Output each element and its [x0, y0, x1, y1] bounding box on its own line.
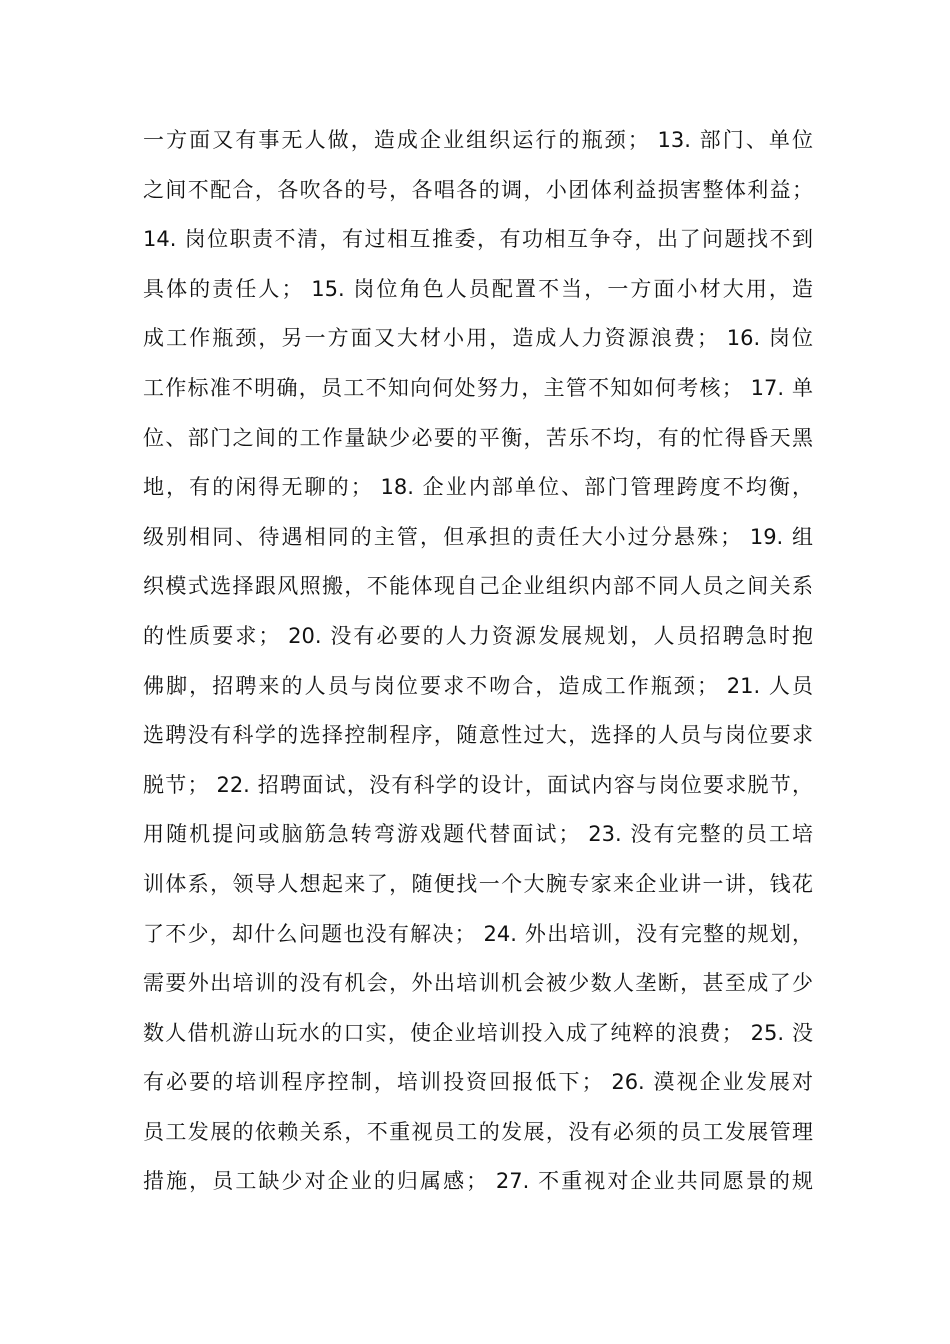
text-line: 成工作瓶颈，另一方面又大材小用，造成人力资源浪费； 16. 岗位 [143, 326, 813, 351]
text-line: 级别相同、待遇相同的主管，但承担的责任大小过分悬殊； 19. 组 [143, 524, 813, 549]
text-line: 之间不配合，各吹各的号，各唱各的调，小团体利益损害整体利益； [143, 177, 813, 202]
text-line: 织模式选择跟风照搬，不能体现自己企业组织内部不同人员之间关系 [143, 574, 813, 599]
text-line: 数人借机游山玩水的口实，使企业培训投入成了纯粹的浪费； 25. 没 [143, 1020, 813, 1045]
text-line: 选聘没有科学的选择控制程序，随意性过大，选择的人员与岗位要求 [143, 723, 813, 748]
body-text [143, 116, 813, 1207]
text-line: 脱节； 22. 招聘面试，没有科学的设计，面试内容与岗位要求脱节， [143, 772, 813, 797]
text-line: 工作标准不明确，员工不知向何处努力，主管不知如何考核； 17. 单 [143, 375, 813, 400]
text-line: 位、部门之间的工作量缺少必要的平衡，苦乐不均，有的忙得昏天黑 [143, 425, 813, 450]
text-line: 用随机提问或脑筋急转弯游戏题代替面试； 23. 没有完整的员工培 [143, 822, 813, 847]
text-line: 措施，员工缺少对企业的归属感； 27. 不重视对企业共同愿景的规 [143, 1169, 813, 1194]
text-line: 佛脚，招聘来的人员与岗位要求不吻合，造成工作瓶颈； 21. 人员 [143, 673, 813, 698]
text-line: 14. 岗位职责不清，有过相互推委，有功相互争夺，出了问题找不到 [143, 227, 813, 252]
text-line: 地，有的闲得无聊的； 18. 企业内部单位、部门管理跨度不均衡， [143, 475, 813, 500]
text-line: 有必要的培训程序控制，培训投资回报低下； 26. 漠视企业发展对 [143, 1070, 813, 1095]
text-line: 一方面又有事无人做，造成企业组织运行的瓶颈； 13. 部门、单位 [143, 128, 813, 152]
text-line: 训体系，领导人想起来了，随便找一个大腕专家来企业讲一讲，钱花 [143, 871, 813, 896]
text-line: 了不少，却什么问题也没有解决； 24. 外出培训，没有完整的规划， [143, 921, 813, 946]
text-line: 员工发展的依赖关系，不重视员工的发展，没有必须的员工发展管理 [143, 1119, 813, 1144]
text-line: 需要外出培训的没有机会，外出培训机会被少数人垄断，甚至成了少 [143, 971, 813, 996]
text-line: 的性质要求； 20. 没有必要的人力资源发展规划，人员招聘急时抱 [143, 623, 813, 648]
text-line: 具体的责任人； 15. 岗位角色人员配置不当，一方面小材大用，造 [143, 276, 813, 301]
